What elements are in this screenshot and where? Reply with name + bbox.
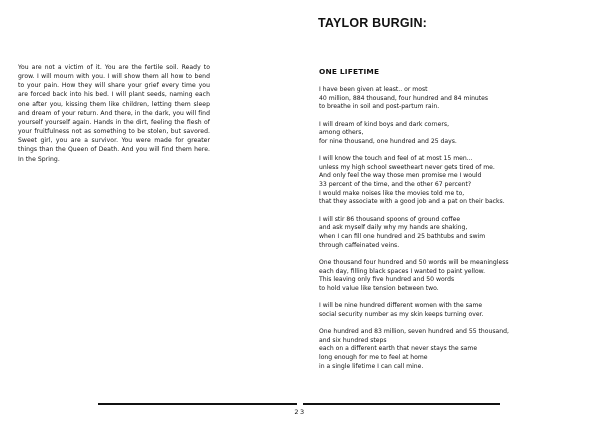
poem-title: ONE LIFETIME: [319, 67, 380, 76]
poem-line: social security number as my skin keeps turning over.: [319, 310, 484, 318]
poem-line: to breathe in soil and post-partum rain.: [319, 103, 440, 111]
poem-line: One hundred and 83 million, seven hundred and 55 thousand,: [319, 328, 509, 335]
poem-line: 33 percent of the time, and the other 67 percent?: [319, 181, 472, 189]
poem-line: I will know the touch and feel of at most 15 men...: [319, 155, 473, 163]
poem-line: 40 million, 884 thousand, four hundred and 84 minutes: [319, 94, 489, 102]
stanza: [319, 216, 581, 251]
stanza: [319, 155, 581, 207]
poem-line: unless my high school sweetheart never gets tired of me.: [319, 163, 495, 171]
poem-line: each day, filling black spaces I wanted to paint yellow.: [319, 267, 486, 275]
poem-line: I will dream of kind boys and dark corners,: [319, 120, 450, 128]
poem-line: This leaving only five hundred and 50 words: [319, 276, 455, 284]
page-number: 23: [294, 408, 306, 416]
footer-rule-right: [303, 403, 500, 405]
left-page-prose: [18, 63, 210, 164]
poem-line: I would make noises like the movies told me to,: [319, 189, 465, 197]
stanza: [319, 121, 581, 147]
footer-rule-left: [98, 403, 297, 405]
stanza: [319, 302, 581, 319]
poem-line: I will stir 86 thousand spoons of ground coffee: [319, 215, 461, 223]
poem-line: I will be nine hundred different women with the same: [319, 302, 483, 310]
stanza: [319, 328, 581, 371]
poem-line: and ask myself daily why my hands are shaking,: [319, 224, 468, 232]
poem-body: [319, 86, 581, 380]
prose-paragraph: You are not a victim of it. You are the fertile soil. Ready to grow. I will mourn with you. I will show them all how to bend to your pain. How they will share your grief every time you are forced back into his bed. I will plant seeds, naming each one after you, kissing them like children, letting them sleep and dream of your return. And there, in the dark, you will find yourself yourself again. Hands in the dirt, feeling the flesh of your fruitfulness not as something to be stolen, but savored. Sweet girl, you are a survivor. You were made for greater things than the Queen of Death. And you will find them here. In the Spring.: [18, 64, 210, 163]
poem-line: in a single lifetime I can call mine.: [319, 362, 424, 370]
stanza: [319, 86, 581, 112]
poem-line: One thousand four hundred and 50 words will be meaningless: [319, 258, 509, 266]
poem-line: through caffeinated veins.: [319, 241, 400, 249]
poem-line: I have been given at least.. or most: [319, 86, 428, 93]
poem-line: to hold value like tension between two.: [319, 284, 439, 292]
poem-line: each on a different earth that never stays the same: [319, 345, 478, 353]
author-name: TAYLOR BURGIN:: [318, 16, 428, 30]
poem-line: that they associate with a good job and a pat on their backs.: [319, 198, 505, 206]
poem-line: And only feel the way those men promise me I would: [319, 172, 482, 180]
stanza: [319, 259, 581, 294]
poem-line: for nine thousand, one hundred and 25 days.: [319, 137, 457, 145]
poem-line: and six hundred steps: [319, 336, 387, 344]
poem-line: among others,: [319, 129, 364, 137]
poem-line: when I can fill one hundred and 25 bathtubs and swim: [319, 232, 486, 240]
poem-line: long enough for me to feel at home: [319, 353, 428, 361]
